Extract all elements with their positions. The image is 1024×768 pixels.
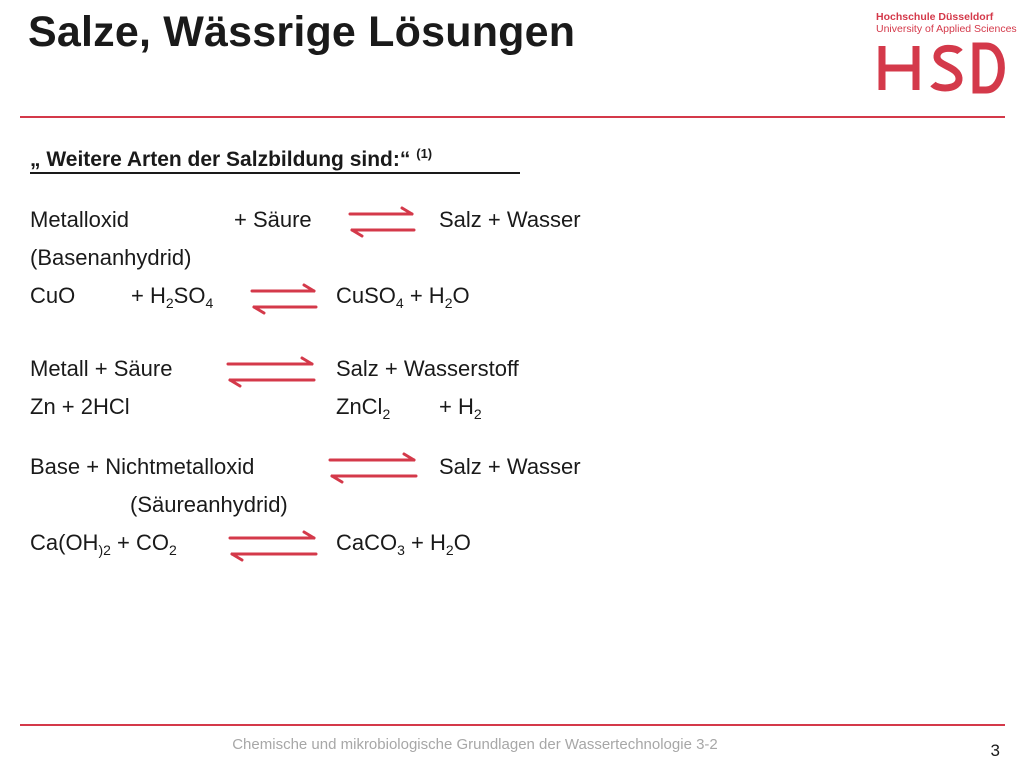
footer-text: Chemische und mikrobiologische Grundlagen der Wassertechnologie 3-2 bbox=[232, 736, 718, 753]
block1-example-acid: + $H_2SO_4$ bbox=[131, 283, 214, 311]
hsd-logo-mark bbox=[876, 42, 1012, 94]
equilibrium-arrow-icon bbox=[328, 452, 418, 482]
block3-example-product: CaCO$_3$ + $H_2O$ bbox=[336, 530, 471, 558]
block1-product: Salz + Wasser bbox=[439, 207, 581, 232]
header-divider bbox=[20, 116, 1005, 118]
block2-product: Salz + Wasserstoff bbox=[336, 356, 519, 381]
block3-note: (Säureanhydrid) bbox=[130, 492, 288, 517]
block1-note: (Basenanhydrid) bbox=[30, 245, 192, 270]
equilibrium-arrow-icon bbox=[250, 283, 318, 313]
block2-example-salt: ZnCl$_2$ bbox=[336, 394, 391, 422]
block2-example-reactants: Zn + 2HCl bbox=[30, 394, 130, 419]
section-heading-text: „ Weitere Arten der Salzbildung sind:“ bbox=[30, 148, 411, 171]
footer-divider bbox=[20, 724, 1005, 726]
equilibrium-arrow-icon bbox=[348, 206, 416, 236]
block1-reactant1: Metalloxid bbox=[30, 207, 130, 232]
heading-underline bbox=[30, 172, 520, 174]
block3-example-reactants: $Ca(OH_{)2} + CO_2$ bbox=[30, 530, 177, 558]
block2-reactants: Metall + Säure bbox=[30, 356, 173, 381]
block3-product: Salz + Wasser bbox=[439, 454, 581, 479]
slide-title: Salze, Wässrige Lösungen bbox=[28, 8, 576, 56]
block1-reactant2: + Säure bbox=[234, 207, 312, 232]
block2-example-hydrogen: + $H_2$ bbox=[439, 394, 482, 422]
block1-example-cuo: CuO bbox=[30, 283, 76, 308]
block1-example-product: CuSO$_4$ + $H_2O$ bbox=[336, 283, 470, 311]
reference-marker: (1) bbox=[416, 146, 433, 161]
equilibrium-arrow-icon bbox=[228, 530, 318, 560]
section-heading bbox=[30, 146, 432, 172]
block3-reactants: Base + Nichtmetalloxid bbox=[30, 454, 255, 479]
logo-subtitle: University of Applied Sciences bbox=[876, 23, 1017, 35]
logo-name: Hochschule Düsseldorf bbox=[876, 11, 994, 23]
page-number: 3 bbox=[990, 741, 1000, 760]
equilibrium-arrow-icon bbox=[226, 356, 316, 386]
